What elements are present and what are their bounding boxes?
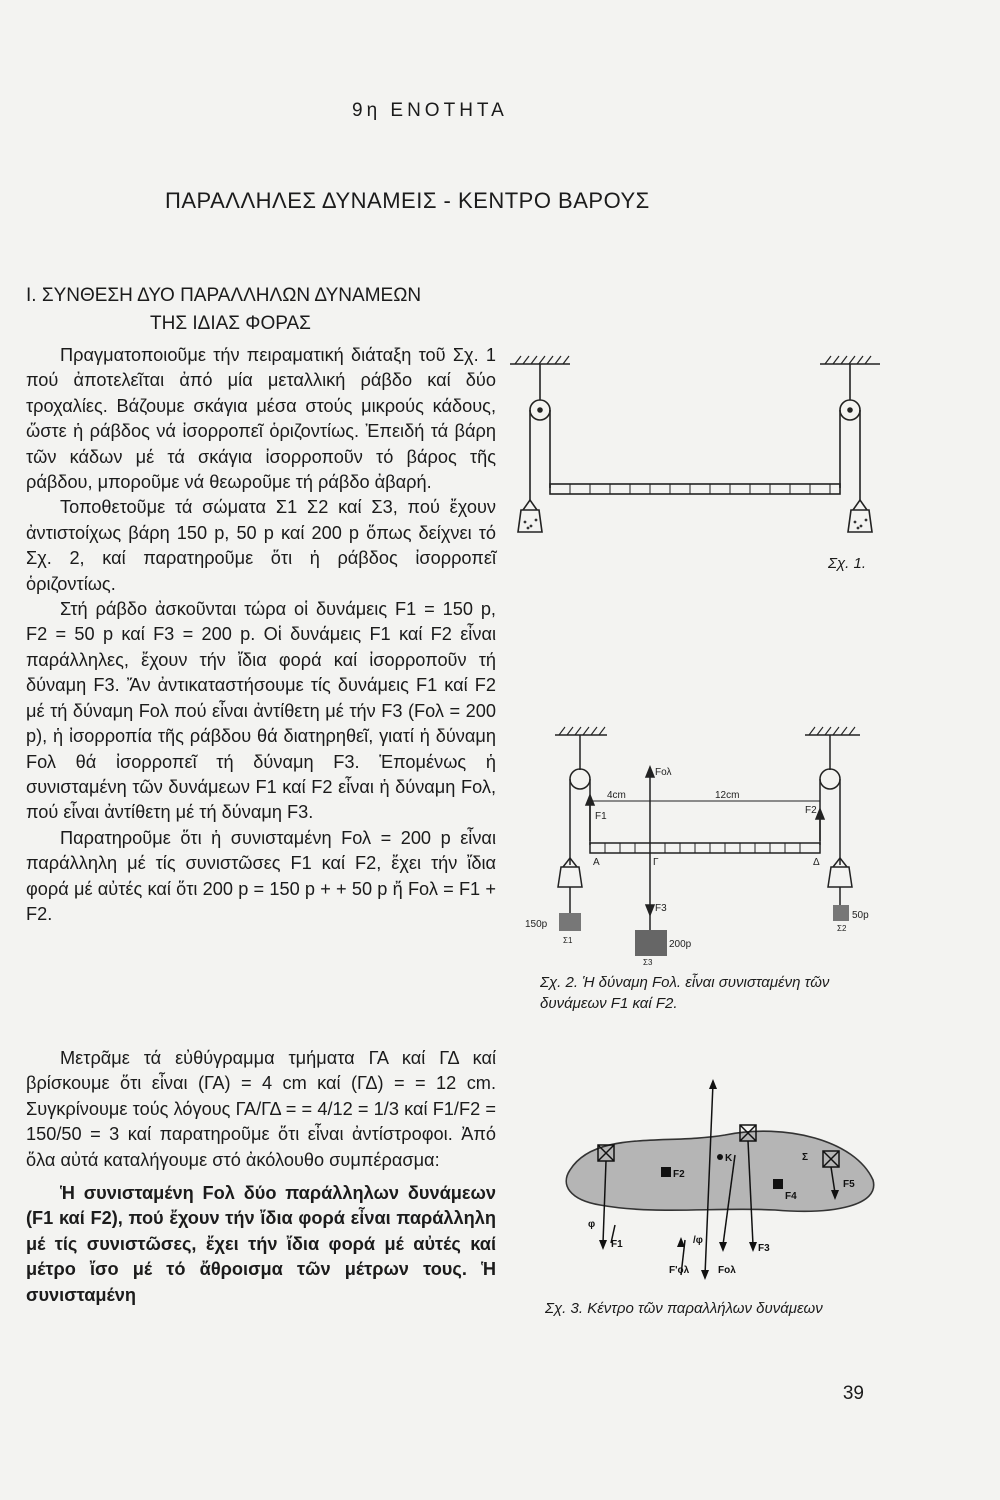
fig2-label-fol: Fολ [655,767,672,778]
fig3-label-phi-prime: /φ [693,1235,703,1246]
fig2-label-f2: F2 [805,805,817,816]
section-heading: 9η ΕΝΟΤΗΤΑ [352,100,508,121]
figure-2-diagram [515,715,910,965]
fig2-label-50p: 50p [852,910,869,921]
body-text-block-1 [26,343,496,927]
body-text-block-2 [26,1046,496,1308]
figure-1-caption: Σχ. 1. [828,555,867,572]
subheading-line-2: ΤΗΣ ΙΔΙΑΣ ΦΟΡΑΣ [150,313,311,334]
fig3-label-f5: F5 [843,1179,855,1190]
figure-1-diagram [505,350,895,550]
fig2-label-12cm: 12cm [715,790,740,801]
fig3-label-f3: F3 [758,1243,770,1254]
fig2-label-f3: F3 [655,903,667,914]
fig2-label-g: Γ [653,857,659,868]
fig3-label-fol: Fολ [718,1265,736,1276]
paragraph-1: Πραγματοποιοῦμε τήν πειραματική διάταξη τοῦ Σχ. 1 πού ἀποτελεῖται ἀπό μία μεταλλική ράβδο καί δύο τροχαλίες. Βάζουμε σκάγια μέσα στούς μικρούς κάδους, ὥστε ἡ ράβδος νά ἰσορροπεῖ ὁριζοντίως. Ἐπειδή τά βάρη τῶν κάδων μέ τά σκάγια ἰσορροποῦν τό βάρος τῆς ράβδου, μποροῦμε νά θεωροῦμε τή ράβδο ἀβαρή. [26,345,496,493]
paragraph-5: Μετρᾶμε τά εὐθύγραμμα τμήματα ΓΑ καί ΓΔ καί βρίσκουμε ὅτι εἶναι (ΓΑ) = 4 cm καί (ΓΔ) = = 12 cm. Συγκρίνουμε τούς λόγους ΓΑ/ΓΔ = = 4/12 = 1/3 καί F1/F2 = 150/50 = 3 καί παρατηροῦμε ὅτι εἶναι ἀντίστροφοι. Ἀπό ὅλα αὐτά καταλήγουμε στό ἀκόλουθο συμπέρασμα: [26,1048,496,1170]
fig3-label-f2: F2 [673,1169,685,1180]
fig2-label-150p: 150p [525,919,548,930]
fig3-label-k: Κ [725,1153,733,1164]
fig2-label-4cm: 4cm [607,790,626,801]
figure-3-diagram [555,1075,895,1285]
fig3-label-sigma: Σ [802,1152,809,1163]
fig2-label-f1: F1 [595,811,607,822]
fig2-label-a: Α [593,857,600,868]
paragraph-4: Παρατηροῦμε ὅτι ἡ συνισταμένη Fολ = 200 p εἶναι παράλληλη μέ τίς συνιστῶσες F1 καί F2, ἔχει τήν ἴδια φορά μέ αὐτές καί ὅτι 200 p = 150 p + + 50 p ἤ Fολ = F1 + F2. [26,827,496,924]
figure-2-caption: Σχ. 2. Ἡ δύναμη Fολ. εἶναι συνισταμένη τῶν δυνάμεων F1 καί F2. [540,974,830,1012]
paragraph-3: Στή ράβδο ἀσκοῦνται τώρα οἱ δυνάμεις F1 = 150 p, F2 = 50 p καί F3 = 200 p. Οἱ δυνάμεις F1 καί F2 εἶναι παράλληλες, ἔχουν τήν ἴδια φορά καί ἰσορροποῦν τή δύναμη F3. Ἄν ἀντικαταστήσουμε τίς δυνάμεις F1 καί F2 μέ τή δύναμη Fολ πού εἶναι ἀντίθετη μέ τήν F3 (Fολ = 200 p), ἡ ἰσορροπία τῆς ράβδου θά διατηρηθεῖ, γιατί ἡ δύναμη Fολ θά ἰσορροπεῖ τή δύναμη F3. Ἑπομένως ἡ συνισταμένη τῶν δυνάμεων F1 καί F2 εἶναι ἡ δύναμη Fολ, πού εἶναι ἀντίθετη μέ τή δύναμη F3. [26,599,496,823]
paragraph-2: Τοποθετοῦμε τά σώματα Σ1 Σ2 καί Σ3, πού ἔχουν ἀντιστοίχως βάρη 150 p, 50 p καί 200 p ὅπως δείχνει τό Σχ. 2, καί παρατηροῦμε ὅτι ἡ ράβδος ἰσορροπεῖ ὁριζοντίως. [26,497,496,594]
subheading-line-1: Ι. ΣΥΝΘΕΣΗ ΔΥΟ ΠΑΡΑΛΛΗΛΩΝ ΔΥΝΑΜΕΩΝ [26,285,422,306]
fig2-label-s3: Σ3 [643,958,653,965]
fig2-label-200p: 200p [669,939,692,950]
fig3-label-phi: φ [588,1219,596,1230]
fig2-label-s1: Σ1 [563,936,573,945]
fig2-label-s2: Σ2 [837,924,847,933]
figure-3-caption: Σχ. 3. Κέντρο τῶν παραλλήλων δυνάμεων [545,1300,823,1317]
page-title: ΠΑΡΑΛΛΗΛΕΣ ΔΥΝΑΜΕΙΣ - ΚΕΝΤΡΟ ΒΑΡΟΥΣ [165,188,650,213]
page-number: 39 [842,1383,864,1404]
fig2-label-d: Δ [813,857,820,868]
fig3-label-f4: F4 [785,1191,797,1202]
fig3-label-f1: F1 [611,1239,623,1250]
fig3-label-fol-prime: F'ολ [669,1265,690,1276]
paragraph-6-conclusion: Ἡ συνισταμένη Fολ δύο παράλληλων δυνάμεων (F1 καί F2), πού ἔχουν τήν ἴδια φορά εἶναι παράλληλη μέ τίς συνιστῶσες, ἔχει τήν ἴδια φορά μέ αὐτές καί μέτρο ἴσο μέ τό ἄθροισμα τῶν μέτρων τους. Ἡ συνισταμένη [26,1183,496,1305]
